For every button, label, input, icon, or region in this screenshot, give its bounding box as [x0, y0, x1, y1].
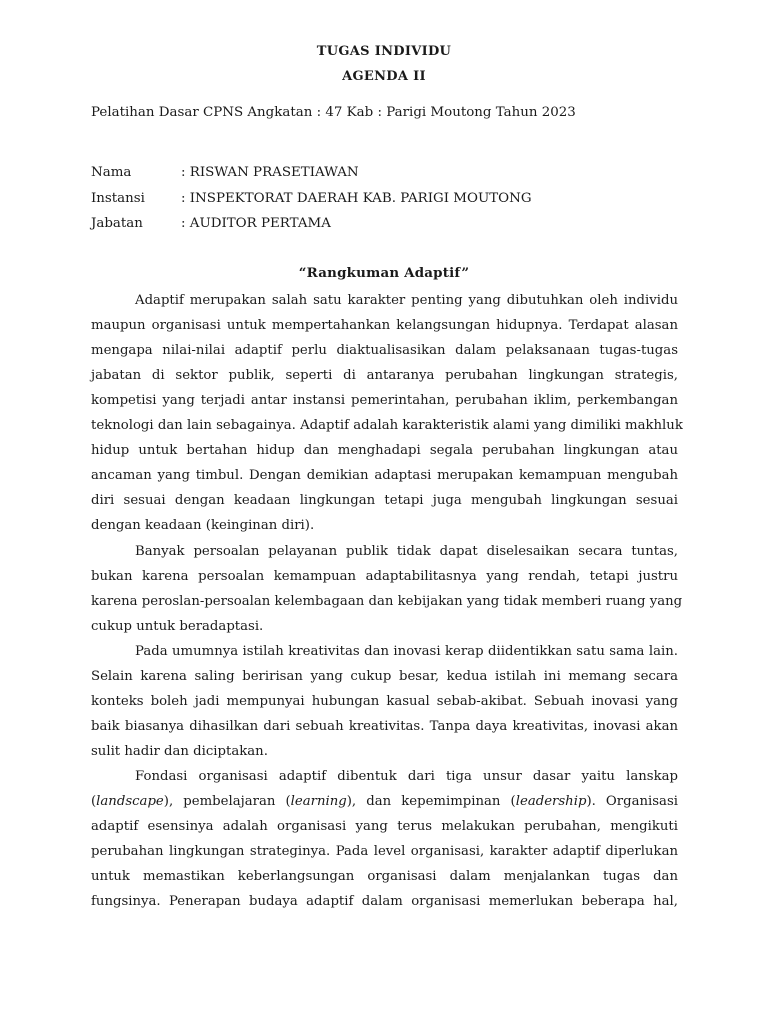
body-line: Pada umumnya istilah kreativitas dan inovasi kerap diidentikkan satu sama lain. [135, 644, 678, 659]
text-fragment: ). Organisasi [586, 794, 678, 809]
body-line: kompetisi yang terjadi antar instansi pemerintahan, perubahan iklim, perkembangan [91, 393, 678, 408]
body-line: Selain karena saling beririsan yang cukup besar, kedua istilah ini memang secara [91, 669, 678, 684]
body-line-with-italics [91, 793, 678, 811]
course-info: Pelatihan Dasar CPNS Angkatan : 47 Kab : Parigi Moutong Tahun 2023 [91, 105, 576, 120]
body-line: ancaman yang timbul. Dengan demikian adaptasi merupakan kemampuan mengubah [91, 468, 678, 483]
body-line: bukan karena persoalan kemampuan adaptabilitasnya yang rendah, tetapi justru [91, 569, 678, 584]
body-line: Banyak persoalan pelayanan publik tidak dapat diselesaikan secara tuntas, [135, 544, 678, 559]
body-line: Adaptif merupakan salah satu karakter penting yang dibutuhkan oleh individu [135, 293, 678, 308]
body-line: cukup untuk beradaptasi. [91, 619, 264, 634]
identity-value: : AUDITOR PERTAMA [181, 216, 331, 231]
document-subtitle: AGENDA II [342, 69, 426, 84]
italic-term: learning [290, 794, 347, 809]
body-line: untuk memastikan keberlangsungan organisasi dalam menjalankan tugas dan [91, 869, 678, 884]
italic-term: landscape [96, 794, 164, 809]
body-line: fungsinya. Penerapan budaya adaptif dalam organisasi memerlukan beberapa hal, [91, 894, 678, 909]
body-line: mengapa nilai-nilai adaptif perlu diaktualisasikan dalam pelaksanaan tugas-tugas [91, 343, 678, 358]
body-line: baik biasanya dihasilkan dari sebuah kreativitas. Tanpa daya kreativitas, inovasi akan [91, 719, 678, 734]
body-line: jabatan di sektor publik, seperti di antaranya perubahan lingkungan strategis, [91, 368, 678, 383]
document-title: TUGAS INDIVIDU [316, 44, 452, 59]
identity-label: Nama [91, 165, 132, 180]
body-line: diri sesuai dengan keadaan lingkungan tetapi juga mengubah lingkungan sesuai [91, 493, 678, 508]
body-line: dengan keadaan (keinginan diri). [91, 518, 315, 533]
italic-term: leadership [515, 794, 587, 809]
text-fragment: ), dan kepemimpinan ( [346, 794, 516, 809]
body-line: sulit hadir dan diciptakan. [91, 744, 268, 759]
body-line: perubahan lingkungan strateginya. Pada level organisasi, karakter adaptif diperlukan [91, 844, 678, 859]
body-line: teknologi dan lain sebagainya. Adaptif adalah karakteristik alami yang dimiliki makhluk [91, 418, 683, 433]
body-line: konteks boleh jadi mempunyai hubungan kasual sebab-akibat. Sebuah inovasi yang [91, 694, 678, 709]
identity-value: : INSPEKTORAT DAERAH KAB. PARIGI MOUTONG [181, 191, 532, 206]
identity-label: Jabatan [91, 216, 143, 231]
body-line: karena peroslan-persoalan kelembagaan dan kebijakan yang tidak memberi ruang yang [91, 594, 683, 609]
body-line: hidup untuk bertahan hidup dan menghadapi segala perubahan lingkungan atau [91, 443, 678, 458]
text-fragment: ( [91, 794, 97, 809]
body-line: Fondasi organisasi adaptif dibentuk dari tiga unsur dasar yaitu lanskap [135, 769, 678, 784]
identity-label: Instansi [91, 191, 145, 206]
body-line: adaptif esensinya adalah organisasi yang terus melakukan perubahan, mengikuti [91, 819, 678, 834]
text-fragment: ), pembelajaran ( [163, 794, 291, 809]
identity-value: : RISWAN PRASETIAWAN [181, 165, 359, 180]
summary-title: “Rangkuman Adaptif” [298, 265, 470, 281]
body-line: maupun organisasi untuk mempertahankan kelangsungan hidupnya. Terdapat alasan [91, 318, 678, 333]
